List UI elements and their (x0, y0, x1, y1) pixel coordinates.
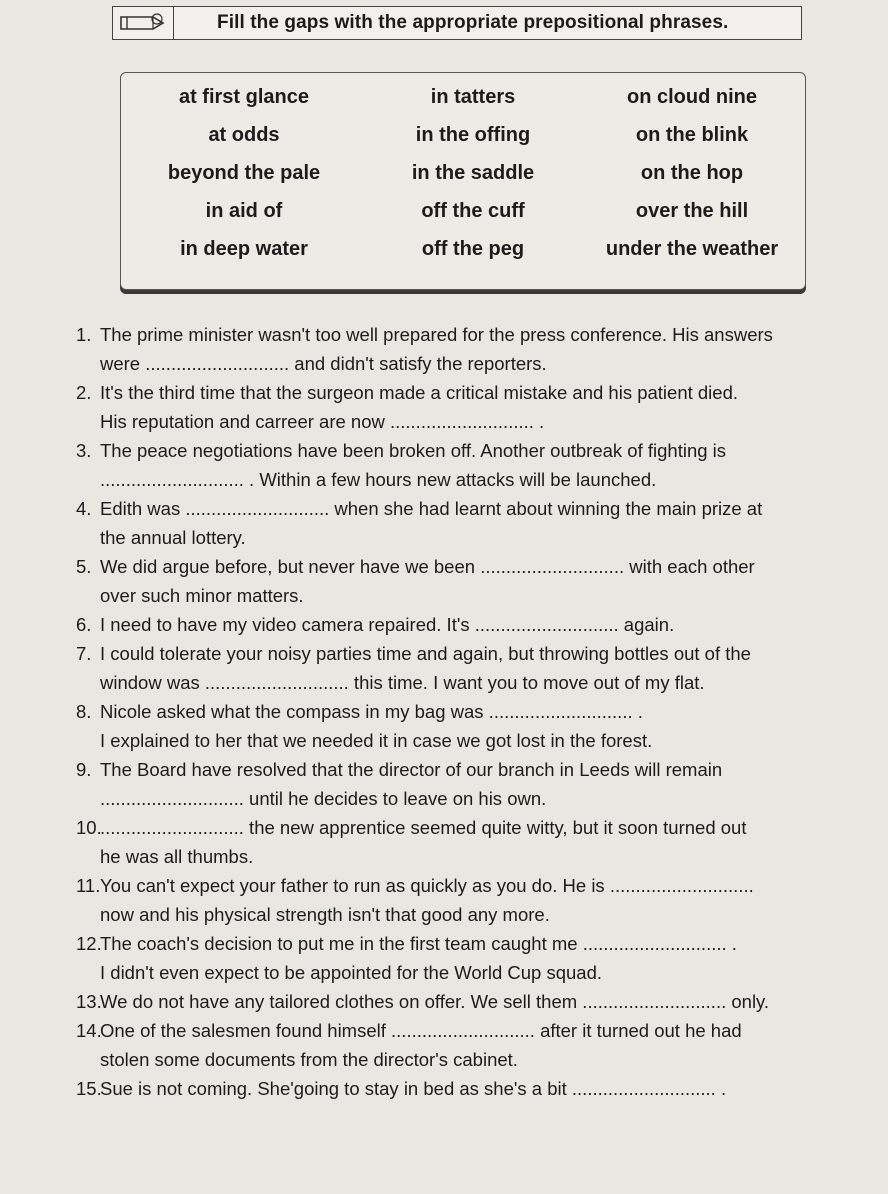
exercise-number: 4. (76, 498, 92, 519)
phrase-item: off the cuff (421, 200, 525, 222)
phrase-item: on cloud nine (627, 86, 757, 108)
exercise-item (76, 1074, 876, 1103)
exercise-number: 5. (76, 556, 92, 577)
exercise-text: were ............................ and didn't satisfy the reporters. (100, 353, 547, 374)
exercise-text: We do not have any tailored clothes on offer. We sell them ............................ only. (100, 991, 770, 1012)
exercise-text: the annual lottery. (100, 527, 246, 548)
phrase-item: off the peg (421, 238, 525, 260)
phrase-box (120, 72, 806, 290)
exercise-number: 11. (76, 875, 101, 896)
exercise-text: now and his physical strength isn't that good any more. (100, 904, 550, 925)
phrase-grid (121, 85, 805, 261)
exercise-item (76, 987, 876, 1016)
exercise-number: 10. (76, 817, 102, 838)
exercise-item (76, 610, 876, 639)
exercise-number: 12. (76, 933, 102, 954)
exercise-text: The peace negotiations have been broken off. Another outbreak of fighting is (100, 440, 727, 461)
exercise-text: You can't expect your father to run as quickly as you do. He is ............................ (100, 875, 754, 896)
exercise-item (76, 755, 876, 813)
exercise-item (76, 1016, 876, 1074)
phrase-item: at odds (208, 124, 280, 146)
phrase-item: on the blink (635, 124, 749, 146)
exercise-text: I need to have my video camera repaired. It's ............................ again. (100, 614, 675, 635)
exercise-number: 14. (76, 1020, 102, 1041)
exercise-item (76, 320, 876, 378)
exercise-list (76, 320, 876, 1103)
phrase-item: beyond the pale (167, 162, 321, 184)
exercise-number: 8. (76, 701, 92, 722)
exercise-text: His reputation and carreer are now ............................ . (100, 411, 545, 432)
phrase-item: in the saddle (411, 162, 535, 184)
exercise-number: 7. (76, 643, 92, 664)
exercise-number: 13. (76, 991, 102, 1012)
exercise-item (76, 813, 876, 871)
phrase-item: in the offing (415, 124, 531, 146)
exercise-text: One of the salesmen found himself ............................ after it turned out he had (100, 1020, 742, 1041)
exercise-number: 9. (76, 759, 92, 780)
exercise-text: Sue is not coming. She'going to stay in bed as she's a bit ............................ . (100, 1078, 727, 1099)
exercise-item (76, 871, 876, 929)
exercise-item (76, 436, 876, 494)
exercise-text: It's the third time that the surgeon made a critical mistake and his patient died. (100, 382, 739, 403)
exercise-text: he was all thumbs. (100, 846, 254, 867)
exercise-text: I didn't even expect to be appointed for the World Cup squad. (100, 962, 602, 983)
exercise-item (76, 929, 876, 987)
phrase-item: at first glance (178, 86, 310, 108)
exercise-item (76, 639, 876, 697)
phrase-item: in aid of (205, 200, 283, 222)
exercise-item (76, 552, 876, 610)
exercise-text: Nicole asked what the compass in my bag was ............................ . (100, 701, 643, 722)
exercise-text: window was ............................ this time. I want you to move out of my flat. (100, 672, 705, 693)
exercise-text: We did argue before, but never have we been ............................ with each other (100, 556, 755, 577)
exercise-item (76, 697, 876, 755)
pencil-icon (113, 7, 174, 39)
instruction-header (112, 6, 802, 40)
exercise-text: I explained to her that we needed it in case we got lost in the forest. (100, 730, 653, 751)
exercise-text: stolen some documents from the director's cabinet. (100, 1049, 518, 1070)
exercise-text: ............................ the new apprentice seemed quite witty, but it soon turned out (100, 817, 747, 838)
page-title: Fill the gaps with the appropriate prepositional phrases. (217, 12, 729, 33)
exercise-text: ............................ until he decides to leave on his own. (100, 788, 547, 809)
exercise-text: over such minor matters. (100, 585, 304, 606)
exercise-number: 3. (76, 440, 92, 461)
phrase-item: on the hop (640, 162, 744, 184)
exercise-item (76, 378, 876, 436)
exercise-number: 6. (76, 614, 92, 635)
exercise-text: The coach's decision to put me in the first team caught me ............................ . (100, 933, 737, 954)
exercise-item (76, 494, 876, 552)
exercise-number: 1. (76, 324, 92, 345)
phrase-item: in deep water (180, 238, 308, 260)
phrase-item: over the hill (635, 200, 749, 222)
exercise-text: The prime minister wasn't too well prepared for the press conference. His answers (100, 324, 773, 345)
phrase-item: under the weather (605, 238, 779, 260)
exercise-number: 2. (76, 382, 92, 403)
exercise-text: ............................ . Within a few hours new attacks will be launched. (100, 469, 657, 490)
phrase-item: in tatters (430, 86, 516, 108)
exercise-text: Edith was ............................ when she had learnt about winning the main prize at (100, 498, 763, 519)
exercise-number: 15. (76, 1078, 102, 1099)
exercise-text: I could tolerate your noisy parties time and again, but throwing bottles out of the (100, 643, 751, 664)
exercise-text: The Board have resolved that the director of our branch in Leeds will remain (100, 759, 723, 780)
